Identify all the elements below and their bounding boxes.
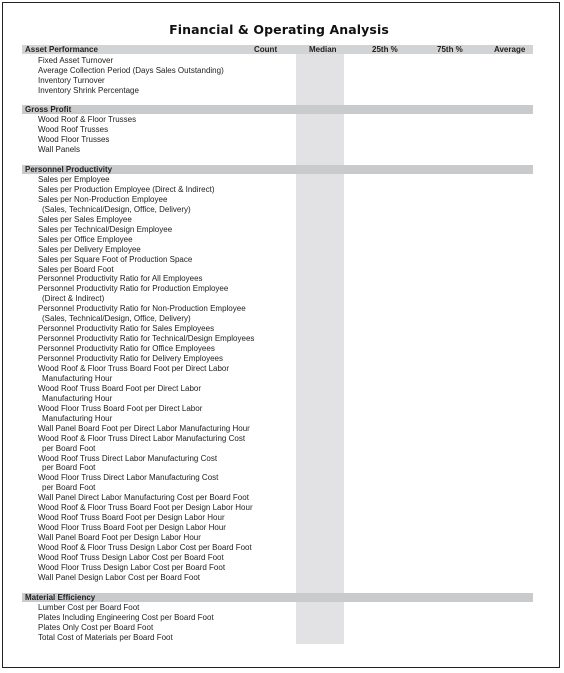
- column-header-median: Median: [309, 45, 337, 54]
- list-item: Inventory Turnover: [38, 76, 105, 85]
- list-item-continuation: per Board Foot: [42, 483, 96, 492]
- median-column-shading: [296, 54, 344, 644]
- list-item-continuation: Manufacturing Hour: [42, 414, 113, 423]
- list-item-continuation: per Board Foot: [42, 463, 96, 472]
- list-item: Personnel Productivity Ratio for Non-Production Employee: [38, 304, 246, 313]
- list-item: Wood Floor Trusses: [38, 135, 110, 144]
- list-item: Plates Including Engineering Cost per Board Foot: [38, 613, 214, 622]
- list-item: Sales per Non-Production Employee: [38, 195, 168, 204]
- list-item: Wood Roof & Floor Truss Board Foot per Design Labor Hour: [38, 503, 253, 512]
- list-item: Wood Roof Truss Design Labor Cost per Board Foot: [38, 553, 224, 562]
- section-heading-material-efficiency: Material Efficiency: [25, 593, 96, 602]
- list-item: Personnel Productivity Ratio for Technical/Design Employees: [38, 334, 255, 343]
- list-item: Lumber Cost per Board Foot: [38, 603, 140, 612]
- list-item: Wood Roof Trusses: [38, 125, 109, 134]
- list-item: Wood Floor Truss Board Foot per Design Labor Hour: [38, 523, 226, 532]
- list-item: Wood Roof Truss Board Foot per Direct Labor: [38, 384, 202, 393]
- list-item: Wood Roof & Floor Truss Design Labor Cost per Board Foot: [38, 543, 252, 552]
- list-item: Personnel Productivity Ratio for All Employees: [38, 274, 203, 283]
- list-item: Total Cost of Materials per Board Foot: [38, 633, 173, 642]
- list-item: Inventory Shrink Percentage: [38, 86, 139, 95]
- list-item: Personnel Productivity Ratio for Sales Employees: [38, 324, 215, 333]
- list-item: Sales per Office Employee: [38, 235, 133, 244]
- list-item: Sales per Sales Employee: [38, 215, 132, 224]
- list-item: Fixed Asset Turnover: [38, 56, 114, 65]
- report-title: Financial & Operating Analysis: [169, 22, 389, 37]
- list-item: Sales per Board Foot: [38, 265, 114, 274]
- list-item: Wall Panel Direct Labor Manufacturing Cost per Board Foot: [38, 493, 249, 502]
- list-item: Wall Panels: [38, 145, 80, 154]
- list-item: Wood Roof & Floor Trusses: [38, 115, 137, 124]
- list-item: Personnel Productivity Ratio for Office Employees: [38, 344, 215, 353]
- column-header-average: Average: [494, 45, 526, 54]
- list-item-continuation: Manufacturing Hour: [42, 394, 113, 403]
- list-item-continuation: (Sales, Technical/Design, Office, Delivery): [42, 314, 191, 323]
- list-item: Wood Floor Truss Direct Labor Manufacturing Cost: [38, 473, 219, 482]
- section-bar-gross-profit: [22, 105, 533, 114]
- list-item: Sales per Delivery Employee: [38, 245, 141, 254]
- list-item: Average Collection Period (Days Sales Outstanding): [38, 66, 224, 75]
- list-item-continuation: Manufacturing Hour: [42, 374, 113, 383]
- section-bar-material-efficiency: [22, 593, 533, 602]
- list-item-continuation: (Sales, Technical/Design, Office, Delivery): [42, 205, 191, 214]
- list-item: Wood Roof Truss Direct Labor Manufacturing Cost: [38, 454, 218, 463]
- list-item: Wood Roof & Floor Truss Direct Labor Manufacturing Cost: [38, 434, 246, 443]
- list-item: Sales per Production Employee (Direct & Indirect): [38, 185, 215, 194]
- list-item: Sales per Technical/Design Employee: [38, 225, 173, 234]
- section-heading-asset-performance: Asset Performance: [25, 45, 98, 54]
- list-item: Wall Panel Board Foot per Design Labor Hour: [38, 533, 201, 542]
- list-item: Plates Only Cost per Board Foot: [38, 623, 154, 632]
- column-header-count: Count: [254, 45, 278, 54]
- list-item: Sales per Square Foot of Production Space: [38, 255, 193, 264]
- list-item: Wood Roof & Floor Truss Board Foot per Direct Labor: [38, 364, 230, 373]
- column-header-75th: 75th %: [437, 45, 463, 54]
- column-header-25th: 25th %: [372, 45, 398, 54]
- list-item: Wood Floor Truss Board Foot per Direct Labor: [38, 404, 203, 413]
- section-bar-personnel-productivity: [22, 165, 533, 174]
- list-item-continuation: (Direct & Indirect): [42, 294, 105, 303]
- list-item: Wood Roof Truss Board Foot per Design Labor Hour: [38, 513, 225, 522]
- column-header-bar: [22, 45, 533, 54]
- list-item: Wood Floor Truss Design Labor Cost per Board Foot: [38, 563, 226, 572]
- list-item: Personnel Productivity Ratio for Delivery Employees: [38, 354, 223, 363]
- section-heading-gross-profit: Gross Profit: [25, 105, 72, 114]
- list-item: Wall Panel Design Labor Cost per Board Foot: [38, 573, 201, 582]
- section-heading-personnel-productivity: Personnel Productivity: [25, 165, 113, 174]
- list-item-continuation: per Board Foot: [42, 444, 96, 453]
- list-item: Sales per Employee: [38, 175, 110, 184]
- list-item: Wall Panel Board Foot per Direct Labor Manufacturing Hour: [38, 424, 250, 433]
- list-item: Personnel Productivity Ratio for Production Employee: [38, 284, 229, 293]
